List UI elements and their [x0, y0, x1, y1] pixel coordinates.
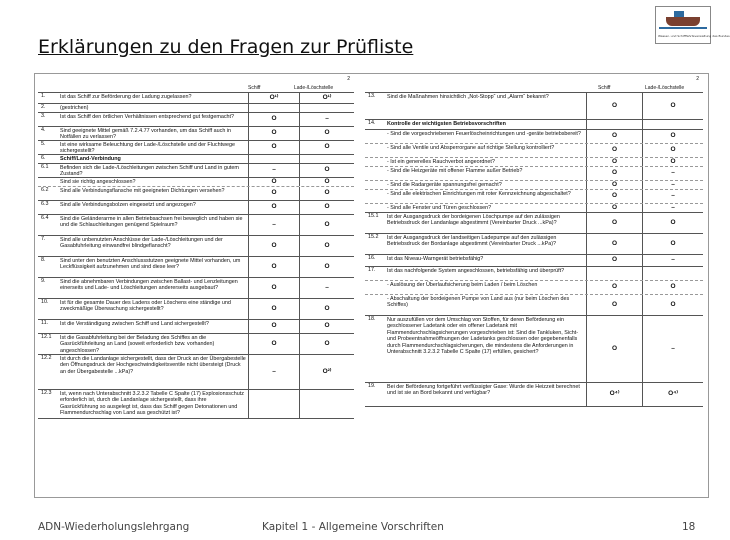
ship-icon [666, 17, 700, 26]
shore-mark: – [299, 278, 354, 298]
item-text: - Sind die vorgeschriebenen Feuerlöscheinrichtungen und -geräte betriebsbereit? [387, 131, 581, 137]
item-text: Bei der Beförderung fortgeführt verflüssigter Gase: Wurde die Heizzeit berechnet und ist sie an Bord bekannt und verfügbar? [387, 384, 580, 397]
right-checklist-row [365, 316, 703, 383]
item-number [365, 181, 385, 189]
item-number: 18. [368, 316, 376, 322]
ship-mark: O [586, 316, 642, 382]
item-number [365, 167, 385, 180]
right-checklist-row [365, 93, 703, 120]
item-text: Ist das Schiff den örtlichen Verhältnissen entsprechend gut festgemacht? [60, 114, 235, 120]
ship-mark [248, 104, 299, 112]
item-number [365, 281, 385, 294]
ship-mark: O [248, 187, 299, 200]
shore-mark: O [642, 281, 703, 294]
ship-mark: O [248, 299, 299, 319]
item-text: - Sind alle Fenster und Türen geschlossen? [387, 205, 492, 211]
item-text: Sind alle unbenutzten Anschlüsse der Lade-/Löschleitungen und der Gasabfuhrleitung einwandfrei blindgeflanscht? [60, 237, 223, 250]
left-checklist-row [38, 113, 354, 127]
right-table-header [365, 76, 703, 93]
right-checklist-row [365, 255, 703, 267]
column-header-shore-right: Lade-/Löschstelle [645, 85, 685, 91]
ship-mark: O [248, 320, 299, 333]
page-title: Erklärungen zu den Fragen zur Prüfliste [38, 36, 414, 58]
item-number: 17. [368, 267, 376, 273]
shore-mark: O [642, 93, 703, 119]
ship-mark: O [586, 158, 642, 166]
item-text: Sind sie richtig angeschlossen? [60, 179, 136, 185]
right-checklist-row [365, 158, 703, 167]
ship-mark: O⁴⁾ [586, 383, 642, 406]
ship-mark: O [248, 257, 299, 277]
left-checklist-row [38, 93, 354, 104]
shore-mark: O [299, 127, 354, 140]
item-text: - Sind alle Ventile und Absperrorgane auf richtige Stellung kontrolliert? [387, 145, 555, 151]
item-number [365, 190, 385, 203]
item-text: Schiff/Land-Verbindung [60, 156, 121, 162]
item-number: 12.1 [41, 334, 52, 340]
water-line [659, 27, 707, 29]
item-text: Sind alle Verbindungsbolzen eingesetzt und angezogen? [60, 202, 196, 208]
right-checklist-row [365, 120, 703, 130]
ship-mark: – [248, 164, 299, 177]
item-text: Sind alle Verbindungsflansche mit geeigneten Dichtungen versehen? [60, 188, 225, 194]
ship-mark: O [248, 113, 299, 126]
item-text: Nur auszufüllen vor dem Umschlag von Stoffen, für deren Beförderung ein geschlossener Ladetank oder ein offener Ladetank mit Flammendurchschlagsicherungen vorgeschrieben ist: Sind die Tankluken, Sicht- und Probeentnahmeöffnungen der Ladetanks geschlossen oder gegebenenfalls durch Flammendurchschlagsicherungen, die mindestens die Anforderungen in Unterabschnitt 3.2.3.2 Tabelle C Spalte (17) erfüllen, gesichert? [387, 317, 579, 356]
left-checklist-row [38, 320, 354, 334]
ship-mark: O [248, 141, 299, 154]
left-checklist-row [38, 257, 354, 278]
footer-course-name: ADN-Wiederholungslehrgang [38, 521, 190, 533]
left-checklist-row [38, 187, 354, 201]
column-header-ship-right: Schiff [598, 85, 611, 91]
right-checklist-row [365, 181, 703, 190]
ship-mark [248, 390, 299, 418]
column-header-shore: Lade-/Löschstelle [294, 85, 334, 91]
item-text: - Ist ein generelles Rauchverbot angeordnet? [387, 159, 495, 165]
shore-mark [642, 120, 703, 129]
item-text: Ist für die gesamte Dauer des Ladens oder Löschens eine ständige und zweckmäßige Überwachung sichergestellt? [60, 300, 231, 313]
shore-mark: O [642, 158, 703, 166]
checklist-left-column [38, 76, 354, 419]
logo [655, 6, 730, 44]
ship-mark: O [586, 213, 642, 233]
shore-mark: O [299, 215, 354, 235]
item-number [365, 144, 385, 157]
item-number: 19. [368, 383, 376, 389]
left-table-header [38, 76, 354, 93]
item-number: 6.2 [41, 187, 49, 193]
ship-mark: O [586, 281, 642, 294]
item-text: Ist das Niveau-Warngerät betriebsfähig? [387, 256, 484, 262]
item-text: - Sind die Heizgeräte mit offener Flamme außer Betrieb? [387, 168, 523, 174]
ship-mark [248, 155, 299, 163]
left-checklist-row [38, 278, 354, 299]
left-checklist-row [38, 236, 354, 257]
shore-mark: O [299, 236, 354, 256]
item-text: Sind die abnehmbaren Verbindungen zwischen Ballast- und Lenzleitungen einerseits und Lade- und Löschleitungen andererseits ausgebaut? [60, 279, 238, 292]
right-checklist-row [365, 130, 703, 144]
item-text: Sind die Maßnahmen hinsichtlich „Not-Stopp“ und „Alarm“ bekannt? [387, 94, 549, 100]
shore-mark: O [299, 187, 354, 200]
left-checklist-row [38, 104, 354, 113]
shore-mark: O²⁾ [299, 355, 354, 389]
item-text: Ist der Ausgangsdruck der bordeigenen Löschpumpe auf den zulässigen Betriebsdruck der Landanlage abgestimmt (Vereinbarter Druck ...kPa)? [387, 214, 560, 227]
shore-mark [299, 390, 354, 418]
left-checklist-row [38, 164, 354, 178]
shore-mark: – [642, 181, 703, 189]
right-checklist-row [365, 234, 703, 255]
ship-mark: O [586, 144, 642, 157]
right-checklist-row [365, 295, 703, 316]
item-number [365, 130, 385, 143]
item-number [365, 204, 385, 212]
item-text: - Auslösung der Überlaufsicherung beim Laden / beim Löschen [387, 282, 538, 288]
left-checklist-row [38, 355, 354, 390]
item-text: Ist die Verständigung zwischen Schiff und Land sichergestellt? [60, 321, 209, 327]
item-text: Ist der Ausgangsdruck der landseitigen Ladepumpe auf den zulässigen Betriebsdruck der Bordanlage abgestimmt (Vereinbarter Druck ...kPa)? [387, 235, 557, 248]
item-number: 6.1 [41, 164, 49, 170]
shore-mark: O [299, 178, 354, 186]
shore-mark: O [299, 299, 354, 319]
item-number: 9. [41, 278, 46, 284]
ship-mark: O [248, 278, 299, 298]
shore-mark: O [299, 320, 354, 333]
ship-mark: O [586, 130, 642, 143]
shore-mark [299, 155, 354, 163]
ship-mark: O [248, 236, 299, 256]
ship-mark: O [586, 190, 642, 203]
shore-mark: O [299, 201, 354, 214]
item-number: 11. [41, 320, 49, 326]
right-checklist-row [365, 144, 703, 158]
shore-mark: O⁴⁾ [642, 383, 703, 406]
scan-page-number-right: 2 [696, 76, 699, 82]
item-number: 12.2 [41, 355, 52, 361]
item-number [365, 158, 385, 166]
ship-mark: O [586, 204, 642, 212]
shore-mark: O [642, 234, 703, 254]
item-text: - Abschaltung der bordeigenen Pumpe von Land aus (nur beim Löschen des Schiffes) [387, 296, 570, 309]
ship-mark: O [248, 127, 299, 140]
footer-page-number: 18 [682, 521, 696, 533]
logo-caption: Wasser- und Schifffahrtsverwaltung des Bundes [658, 34, 730, 38]
scan-page-number: 2 [347, 76, 350, 82]
item-number [365, 295, 385, 315]
left-checklist-row [38, 155, 354, 164]
item-text: Sind unter den benutzten Anschlussstutzen geeignete Mittel vorhanden, um Leckflüssigkeit aufzunehmen und sind diese leer? [60, 258, 241, 271]
right-checklist-row [365, 190, 703, 204]
ship-mark [586, 267, 642, 280]
ship-mark: O [586, 181, 642, 189]
checklist-right-column [365, 76, 703, 407]
item-text: (gestrichen) [60, 105, 89, 111]
left-checklist-row [38, 390, 354, 419]
ship-mark: O [586, 167, 642, 180]
item-number: 15.2 [368, 234, 379, 240]
item-number: 6. [41, 155, 46, 161]
item-number: 14. [368, 120, 376, 126]
item-text: Ist eine wirksame Beleuchtung der Lade-/Löschstelle und der Fluchtwege sichergestellt? [60, 142, 235, 155]
item-text: Befinden sich die Lade-/Löschleitungen zwischen Schiff und Land in gutem Zustand? [60, 165, 239, 178]
shore-mark: O [299, 257, 354, 277]
right-checklist-row [365, 167, 703, 181]
shore-mark: O [642, 144, 703, 157]
item-number: 6.3 [41, 201, 49, 207]
shore-mark [299, 104, 354, 112]
shore-mark: O [642, 295, 703, 315]
left-checklist-row [38, 141, 354, 155]
shore-mark: – [642, 167, 703, 180]
column-header-ship: Schiff [248, 85, 261, 91]
ship-mark: O [586, 93, 642, 119]
item-text: Ist das Schiff zur Beförderung der Ladung zugelassen? [60, 94, 192, 100]
right-checklist-row [365, 383, 703, 407]
shore-mark [642, 267, 703, 280]
ship-mark: O [248, 201, 299, 214]
item-number: 4. [41, 127, 46, 133]
item-text: Kontrolle der wichtigsten Betriebsvorschriften [387, 121, 506, 127]
item-number: 1. [41, 93, 46, 99]
item-number: 13. [368, 93, 376, 99]
left-checklist-row [38, 215, 354, 236]
shore-mark: – [642, 255, 703, 266]
ship-mark [586, 120, 642, 129]
item-text: - Sind die Radargeräte spannungsfrei gemacht? [387, 182, 502, 188]
right-checklist-row [365, 281, 703, 295]
item-number: 10. [41, 299, 49, 305]
item-text: Sind geeignete Mittel gemäß 7.2.4.77 vorhanden, um das Schiff auch in Notfällen zu verlassen? [60, 128, 232, 141]
item-number: 12.3 [41, 390, 52, 396]
ship-mark: O [248, 178, 299, 186]
shore-mark: – [642, 316, 703, 382]
item-text: Ist die Gasabfuhrleitung bei der Beladung des Schiffes an die Gasrückführleitung an Land (soweit erforderlich bzw. vorhanden) angeschlossen? [60, 335, 215, 354]
right-checklist-row [365, 213, 703, 234]
shore-mark: – [642, 204, 703, 212]
shore-mark: O [642, 130, 703, 143]
ship-mark: O [586, 295, 642, 315]
left-checklist-row [38, 299, 354, 320]
item-number: 7. [41, 236, 46, 242]
left-checklist-row [38, 127, 354, 141]
item-text: - Sind alle elektrischen Einrichtungen mit roter Kennzeichnung abgeschaltet? [387, 191, 571, 197]
right-checklist-row [365, 267, 703, 281]
item-number: 3. [41, 113, 46, 119]
item-number: 5. [41, 141, 46, 147]
ship-mark: O¹⁾ [248, 93, 299, 103]
ship-mark: O [248, 334, 299, 354]
shore-mark: – [299, 113, 354, 126]
item-text: Ist, wenn nach Unterabschnitt 3.2.3.2 Tabelle C Spalte (17) Explosionsschutz erforderlich ist, durch die Landanlage sichergestellt, dass ihre Gasrückführung so ausgelegt ist, dass das Schiff gegen Detonationen und Flammendurchschlag von Land aus geschützt ist? [60, 391, 244, 417]
ship-mark: O [586, 234, 642, 254]
item-text: Ist das nachfolgende System angeschlossen, betriebsfähig und überprüft? [387, 268, 565, 274]
item-text: Sind die Geländerarme in allen Betriebsachsen frei beweglich und haben sie und die Schlauchleitungen genügend Spielraum? [60, 216, 243, 229]
right-checklist-row [365, 204, 703, 213]
item-number: 15.1 [368, 213, 379, 219]
shore-mark: – [642, 190, 703, 203]
left-checklist-row [38, 334, 354, 355]
shore-mark: O [642, 213, 703, 233]
item-number [38, 178, 58, 186]
item-text: Ist durch die Landanlage sichergestellt, dass der Druck an der Übergabestelle den Öffnungsdruck der Hochgeschwindigkeitsventile nicht übersteigt (Druck an der Übergabestelle ...kPa)? [60, 356, 246, 375]
ship-mark: – [248, 215, 299, 235]
item-number: 16. [368, 255, 376, 261]
item-number: 2. [41, 104, 46, 110]
footer-chapter: Kapitel 1 - Allgemeine Vorschriften [262, 521, 444, 533]
shore-mark: O [299, 141, 354, 154]
left-checklist-row [38, 201, 354, 215]
ship-mark: O [586, 255, 642, 266]
ship-mark: – [248, 355, 299, 389]
item-number: 6.4 [41, 215, 49, 221]
shore-mark: O¹⁾ [299, 93, 354, 103]
shore-mark: O [299, 334, 354, 354]
item-number: 8. [41, 257, 46, 263]
left-checklist-row [38, 178, 354, 187]
shore-mark: O [299, 164, 354, 177]
